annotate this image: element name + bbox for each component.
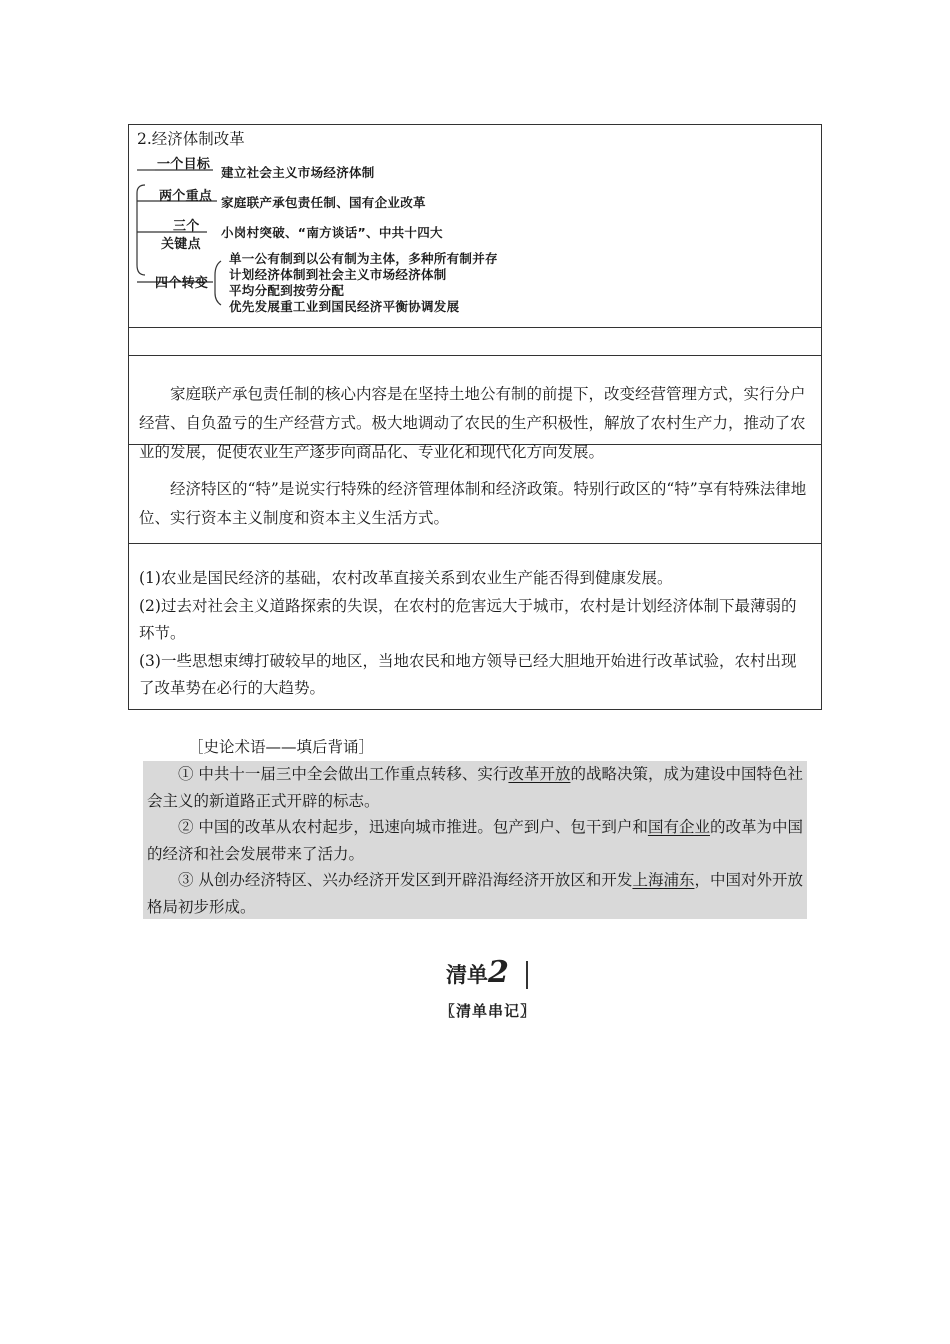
term-item: ③ 从创办经济特区、兴办经济开发区到开辟沿海经济开放区和开发上海浦东，中国对外开放格局初步形成。	[147, 871, 803, 916]
change-item: 单一公有制到以公有制为主体，多种所有制并存	[229, 251, 498, 266]
answer-cell	[129, 356, 821, 461]
terms-box	[143, 761, 807, 919]
empty-cell	[129, 328, 821, 356]
fill-blank: 改革开放	[508, 765, 571, 783]
answer-paragraph: 经济特区的“特”是说实行特殊的经济管理体制和经济政策。特别行政区的“特”享有特殊法律地位、实行资本主义制度和资本主义生活方式。	[139, 480, 807, 527]
answer-cell	[129, 544, 821, 709]
section-heading: 2.经济体制改革	[137, 130, 245, 148]
change-item: 优先发展重工业到国民经济平衡协调发展	[229, 299, 460, 314]
focus-label: 两个重点	[159, 189, 213, 204]
change-label: 四个转变	[155, 276, 209, 291]
list-heading-text: 清单	[446, 963, 488, 987]
keypoint-text: 小岗村突破、“南方谈话”、中共十四大	[221, 225, 443, 240]
goal-text: 建立社会主义市场经济体制	[221, 165, 375, 180]
change-item: 平均分配到按劳分配	[229, 283, 345, 298]
answer-point: (3)一些思想束缚打破较早的地区，当地农民和地方领导已经大胆地开始进行改革试验，农村出现了改革势在必行的大趋势。	[139, 651, 797, 697]
keypoint-label-b: 关键点	[161, 237, 201, 252]
terms-heading: ［史论术语——填后背诵］	[188, 738, 375, 756]
focus-text: 家庭联产承包责任制、国有企业改革	[221, 195, 426, 210]
answer-point: (1)农业是国民经济的基础，农村改革直接关系到农业生产能否得到健康发展。	[139, 569, 673, 587]
change-item: 计划经济体制到社会主义市场经济体制	[229, 267, 447, 282]
term-item: ① 中共十一届三中全会做出工作重点转移、实行改革开放的战略决策，成为建设中国特色社会主义的新道路正式开辟的标志。	[147, 765, 803, 810]
list-subheading: 〖清单串记〗	[440, 1002, 537, 1020]
diagram-cell	[129, 125, 821, 328]
list-heading-number: 2	[488, 955, 509, 990]
term-item: ② 中国的改革从农村起步，迅速向城市推进。包产到户、包干到户和国有企业的改革为中国的经济和社会发展带来了活力。	[147, 818, 803, 863]
heading-divider	[526, 961, 528, 989]
list-heading	[446, 955, 509, 990]
content-table	[128, 124, 822, 710]
goal-label: 一个目标	[157, 157, 211, 172]
answer-paragraph: 家庭联产承包责任制的核心内容是在坚持土地公有制的前提下，改变经营管理方式，实行分户经营、自负盈亏的生产经营方式。极大地调动了农民的生产积极性，解放了农村生产力，推动了农业的发展，促使农业生产逐步向商品化、专业化和现代化方向发展。	[139, 385, 806, 461]
answer-point: (2)过去对社会主义道路探索的失误，在农村的危害远大于城市，农村是计划经济体制下最薄弱的环节。	[139, 596, 797, 642]
keypoint-label-a: 三个	[173, 219, 200, 234]
fill-blank: 上海浦东	[632, 871, 695, 889]
fill-blank: 国有企业	[647, 818, 710, 836]
